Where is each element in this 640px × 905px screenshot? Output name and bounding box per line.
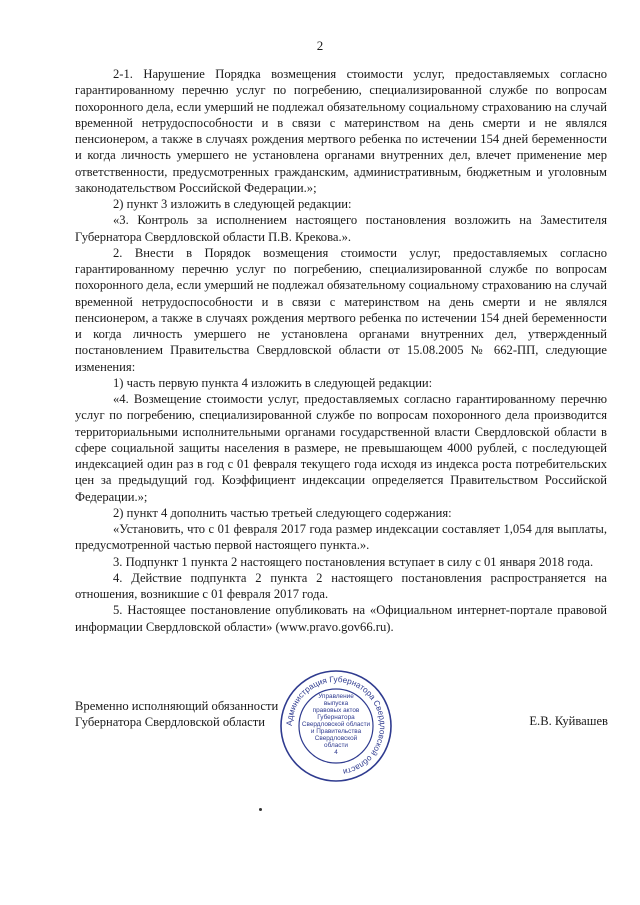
paragraph-section-2: 2. Внести в Порядок возмещения стоимости услуг, предоставляемых согласно гарантированному перечню услуг по погребению, специализированной службе по вопросам похоронного дела, если умерший не подлежал обязательному социальному страхованию на случай временной нетрудоспособности и в связи с материнством на день смерти и не являлся пенсионером, а также в случаях рождения мертвого ребенка по истечении 154 дней беременности и когда личность умершего не установлена органами внутренних дел, утвержденный постановлением Правительства Свердловской области от 15.08.2005 № 662-ПП, следующие изменения: — [75, 245, 607, 374]
paragraph-item-2: 2) пункт 3 изложить в следующей редакции: — [113, 197, 352, 211]
svg-text:области: области — [324, 742, 348, 749]
signatory-name: Е.В. Куйвашев — [529, 714, 608, 728]
position-line-1: Временно исполняющий обязанности — [75, 699, 279, 713]
svg-text:Свердловской области: Свердловской области — [301, 721, 371, 728]
paragraph-2-1: 2-1. Нарушение Порядка возмещения стоимости услуг, предоставляемых согласно гарантированному перечню услуг по погребению, специализированной службе по вопросам похоронного дела, если умерший не подлежал обязательному социальному страхованию на случай временной нетрудоспособности и в связи с материнством на день смерти и не являлся пенсионером, а также в случаях рождения мертвого ребенка по истечении 154 дней беременности и когда личность умершего не установлена органами внутренних дел, влечет применение мер ответственности, предусмотренных гражданским, административным, бюджетным и уголовным законодательством Российской Федерации.»; — [75, 67, 607, 195]
document-body — [75, 66, 607, 635]
svg-text:Управление: Управление — [318, 693, 354, 700]
stamp-ring-text: Администрация Губернатора Свердловской области — [284, 674, 388, 777]
paragraph-control-clause: «3. Контроль за исполнением настоящего постановления возложить на Заместителя Губернатора Свердловской области П.В. Крекова.». — [75, 213, 607, 244]
paragraph-section-3: 3. Подпункт 1 пункта 2 настоящего постановления вступает в силу с 01 января 2018 года. — [113, 554, 594, 569]
paragraph-item-2b: 2) пункт 4 дополнить частью третьей следующего содержания: — [113, 505, 452, 520]
svg-text:Свердловской: Свердловской — [314, 735, 358, 742]
signatory-position — [75, 698, 278, 730]
paragraph-section-5: 5. Настоящее постановление опубликовать на «Официальном интернет-портале правовой информации Свердловской области» (www.pravo.gov66.ru). — [75, 603, 607, 634]
stamp-center-text — [302, 693, 371, 756]
paragraph-item-1: 1) часть первую пункта 4 изложить в следующей редакции: — [113, 375, 433, 390]
svg-text:Губернатора: Губернатора — [317, 714, 355, 721]
position-line-2: Губернатора Свердловской области — [75, 715, 265, 729]
paragraph-indexation: «Установить, что с 01 февраля 2017 года размер индексации составляет 1,054 для выплаты, предусмотренной частью первой настоящего пункта.». — [75, 522, 607, 553]
paragraph-clause-4: «4. Возмещение стоимости услуг, предоставляемых согласно гарантированному перечню услуг по погребению, специализированной службе по вопросам похоронного дела производится территориальными исполнительными органами государственной власти Свердловской области в сфере социальной защиты населения в размере, не превышающем 4000 рублей, с последующей индексацией один раз в год с 01 февраля текущего года исходя из индекса роста потребительских цен за предыдущий год. Коэффициент индексации определяется Правительством Российской Федерации.»; — [75, 392, 607, 504]
scan-speck — [259, 808, 262, 811]
svg-text:4: 4 — [334, 749, 338, 756]
svg-text:и Правительства: и Правительства — [310, 728, 362, 735]
official-stamp — [278, 668, 394, 784]
svg-text:выпуска: выпуска — [323, 700, 349, 707]
svg-text:правовых актов: правовых актов — [312, 707, 360, 714]
stamp-seal-icon — [278, 668, 394, 784]
paragraph-section-4: 4. Действие подпункта 2 пункта 2 настоящего постановления распространяется на отношения, возникшие с 01 февраля 2017 года. — [75, 570, 607, 601]
page-number: 2 — [316, 38, 324, 53]
